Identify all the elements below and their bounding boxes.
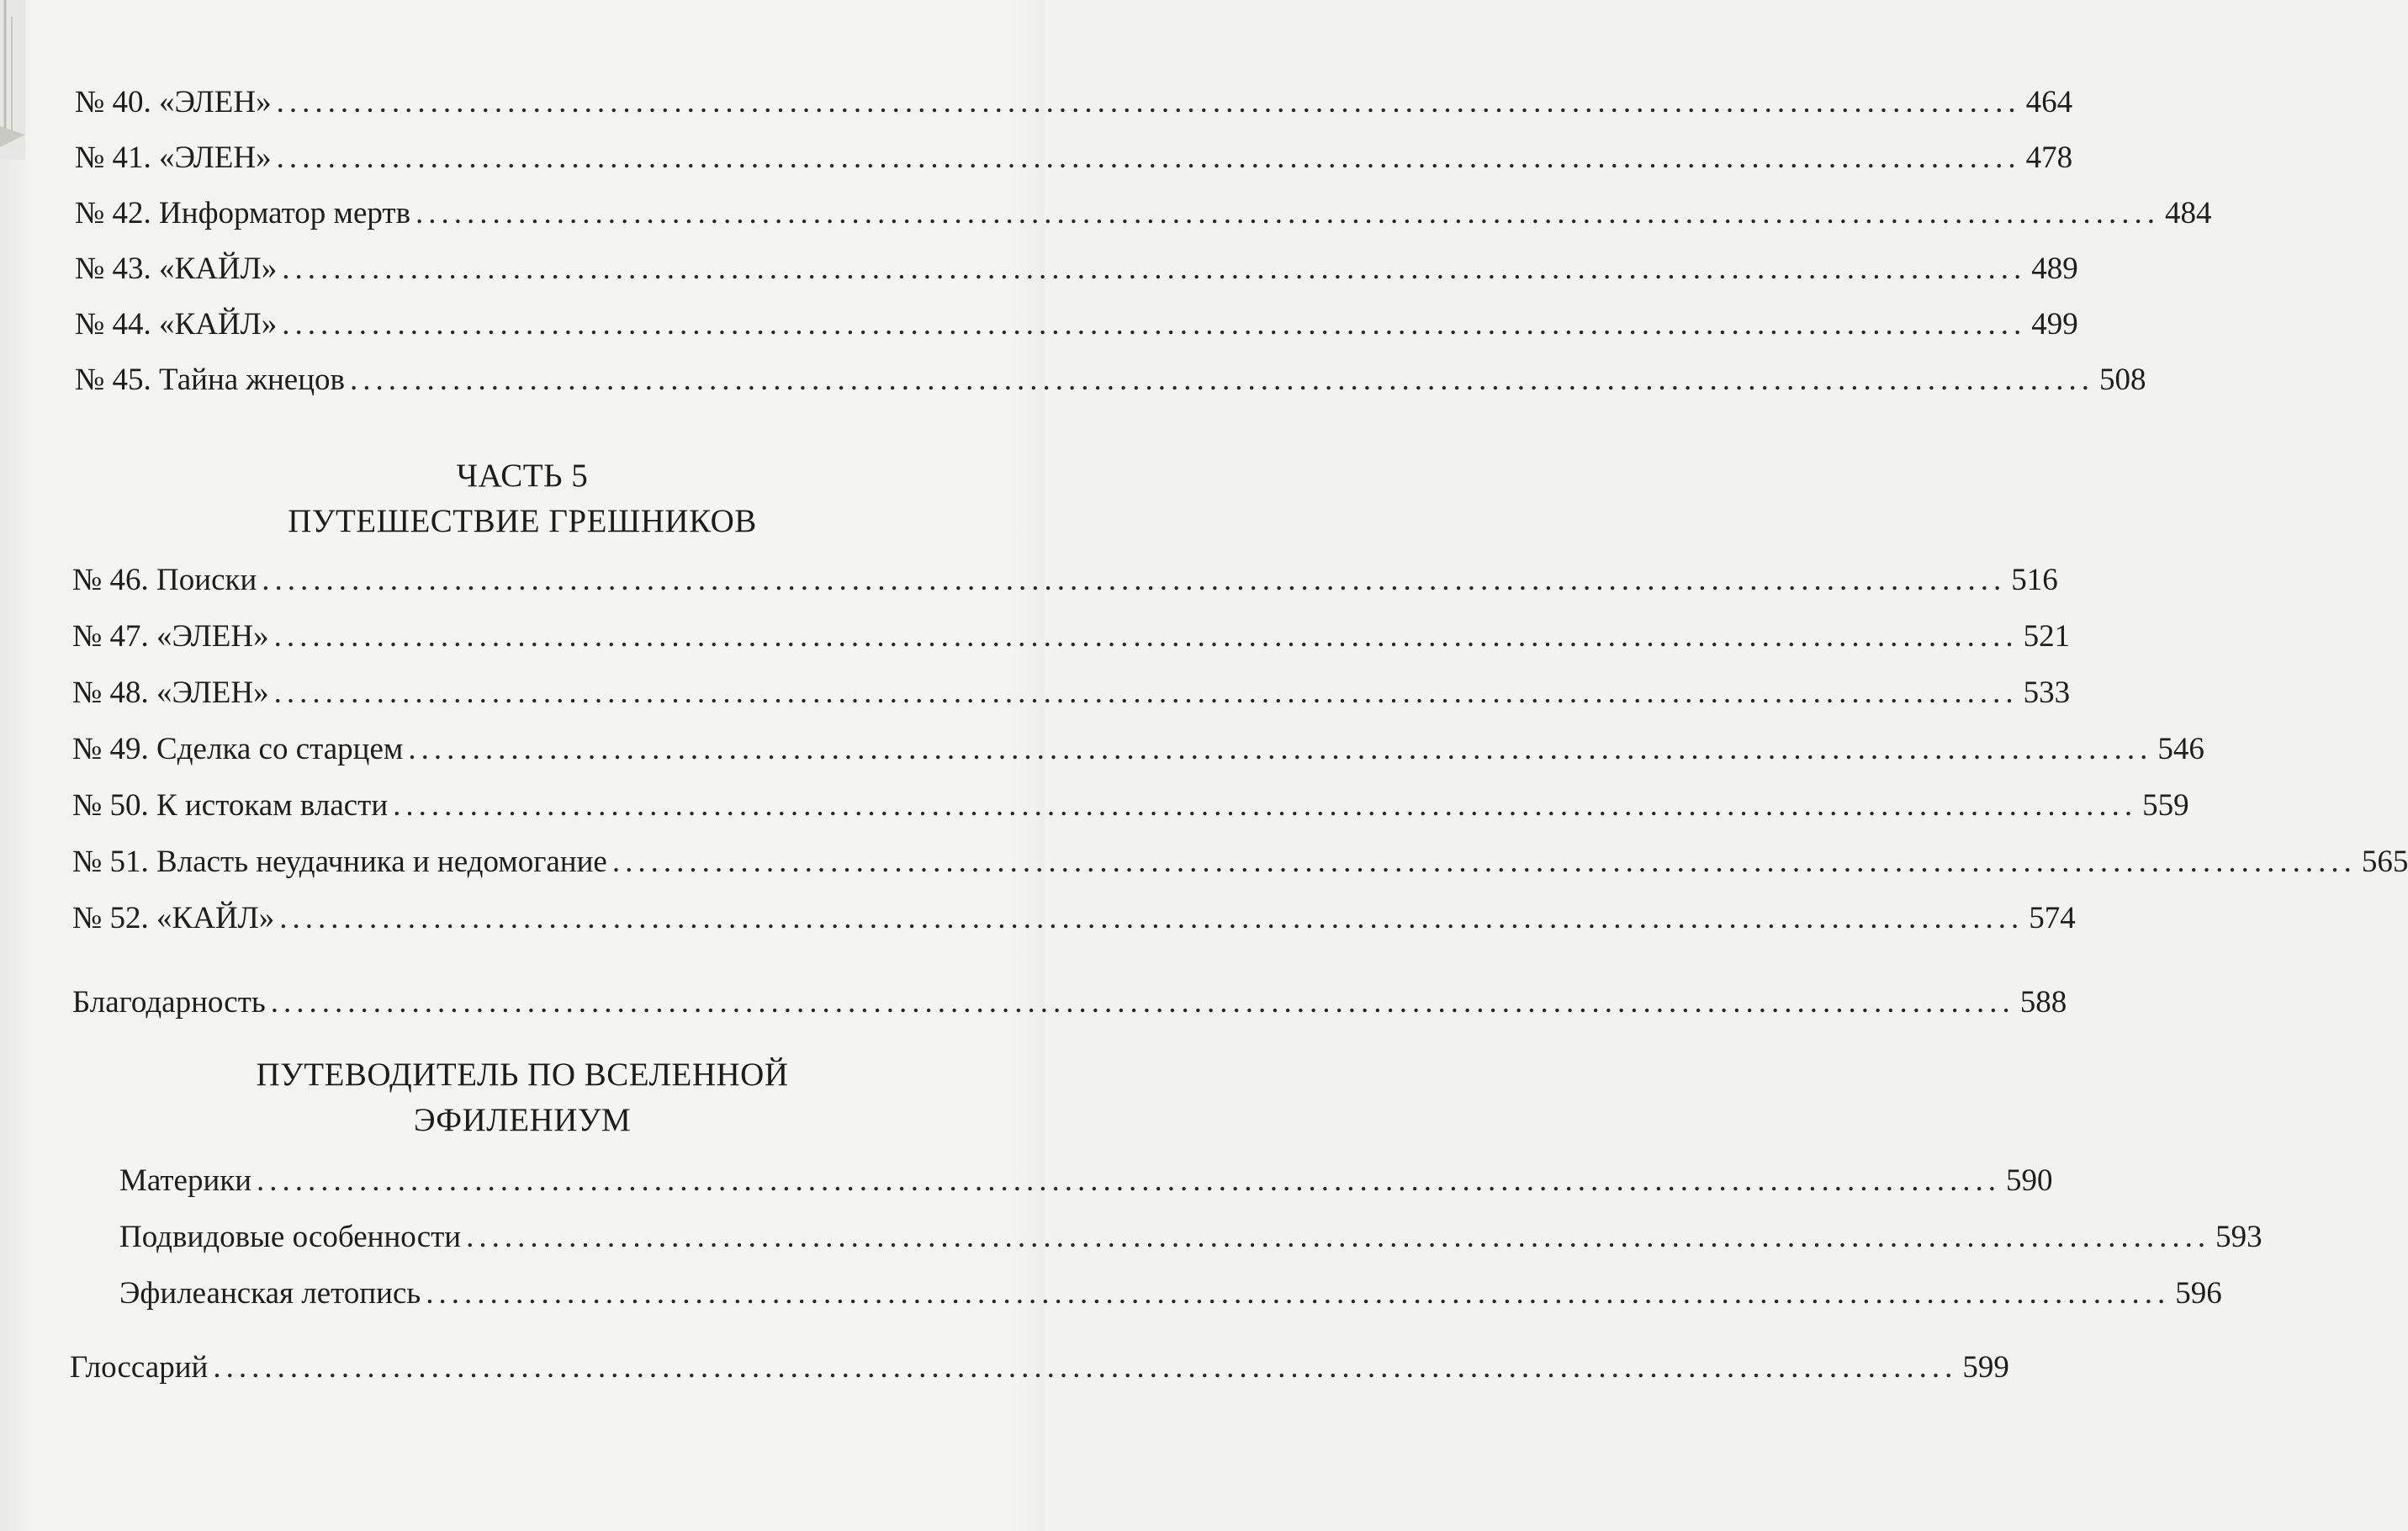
toc-leader-dots: ........................................................................................................................................ bbox=[415, 196, 2161, 230]
toc-subentry[interactable] bbox=[119, 1272, 2222, 1316]
toc-entry[interactable] bbox=[75, 136, 2073, 180]
toc-entry-title: № 48. «ЭЛЕН» bbox=[72, 675, 269, 710]
guide-heading-line1: ПУТЕВОДИТЕЛЬ ПО ВСЕЛЕННОЙ bbox=[256, 1057, 789, 1093]
toc-entry-title: Эфилеанская летопись bbox=[119, 1276, 421, 1311]
toc-entry[interactable] bbox=[72, 671, 2071, 715]
toc-entry[interactable] bbox=[75, 303, 2078, 347]
toc-entry-title: Материки bbox=[119, 1163, 252, 1198]
toc-leader-dots: ........................................................................................................................................ bbox=[257, 1163, 2002, 1198]
toc-entry[interactable] bbox=[75, 247, 2078, 291]
toc-entry-page: 478 bbox=[2025, 140, 2073, 175]
toc-entry-title: № 41. «ЭЛЕН» bbox=[75, 140, 272, 175]
toc-entry-page: 516 bbox=[2011, 563, 2058, 597]
toc-leader-dots: ........................................................................................................................................ bbox=[270, 985, 2015, 1020]
toc-entry-title: № 50. К истокам власти bbox=[72, 788, 389, 823]
toc-entry-page: 599 bbox=[1962, 1350, 2009, 1385]
toc-entry-page: 499 bbox=[2031, 307, 2078, 342]
toc-entry-title: № 45. Тайна жнецов bbox=[75, 363, 345, 397]
toc-entry-page: 588 bbox=[2019, 985, 2067, 1020]
toc-entry[interactable] bbox=[72, 559, 2058, 602]
page-corner-ornament bbox=[0, 0, 25, 160]
part5-heading-title: ПУТЕШЕСТВИЕ ГРЕШНИКОВ bbox=[288, 503, 757, 539]
toc-leader-dots: ........................................................................................................................................ bbox=[262, 563, 2007, 597]
toc-leader-dots: ........................................................................................................................................ bbox=[213, 1350, 1958, 1385]
toc-leader-dots: ........................................................................................................................................ bbox=[282, 307, 2027, 342]
toc-entry-glossary[interactable] bbox=[70, 1346, 2009, 1390]
toc-leader-dots: ........................................................................................................................................ bbox=[273, 619, 2019, 654]
toc-entry-title: № 49. Сделка со старцем bbox=[72, 732, 404, 766]
toc-leader-dots: ........................................................................................................................................ bbox=[276, 85, 2021, 119]
toc-entry-title: Благодарность bbox=[72, 985, 266, 1020]
toc-entry[interactable] bbox=[72, 784, 2189, 828]
toc-entry-title: № 46. Поиски bbox=[72, 563, 257, 597]
toc-leader-dots: ........................................................................................................................................ bbox=[279, 901, 2024, 935]
toc-entry[interactable] bbox=[72, 728, 2204, 771]
toc-entry-title: Глоссарий bbox=[70, 1350, 209, 1385]
toc-entry[interactable] bbox=[72, 615, 2071, 659]
toc-leader-dots: ........................................................................................................................................ bbox=[276, 140, 2021, 175]
toc-entry-title: № 52. «КАЙЛ» bbox=[72, 901, 275, 935]
toc-entry-title: № 51. Власть неудачника и недомогание bbox=[72, 845, 607, 879]
toc-leader-dots: ........................................................................................................................................ bbox=[408, 732, 2153, 766]
toc-leader-dots: ........................................................................................................................................ bbox=[273, 675, 2019, 710]
toc-entry-title: Подвидовые особенности bbox=[119, 1220, 462, 1254]
toc-entry-page: 546 bbox=[2157, 732, 2204, 766]
toc-entry[interactable] bbox=[72, 897, 2076, 940]
toc-entry-title: № 40. «ЭЛЕН» bbox=[75, 85, 272, 119]
toc-entry-page: 593 bbox=[2215, 1220, 2262, 1254]
toc-entry-page: 574 bbox=[2029, 901, 2076, 935]
toc-entry-title: № 42. Информатор мертв bbox=[75, 196, 411, 230]
toc-entry[interactable] bbox=[72, 840, 2408, 884]
toc-entry-page: 565 bbox=[2361, 845, 2408, 879]
toc-leader-dots: ........................................................................................................................................ bbox=[466, 1220, 2211, 1254]
toc-entry-page: 533 bbox=[2023, 675, 2071, 710]
toc-entry-page: 590 bbox=[2006, 1163, 2053, 1198]
toc-subentry[interactable] bbox=[119, 1216, 2262, 1259]
toc-subentry[interactable] bbox=[119, 1159, 2053, 1203]
toc-entry[interactable] bbox=[75, 81, 2073, 124]
guide-heading-line2: ЭФИЛЕНИУМ bbox=[413, 1102, 632, 1138]
toc-entry-page: 596 bbox=[2175, 1276, 2222, 1311]
toc-leader-dots: ........................................................................................................................................ bbox=[393, 788, 2138, 823]
toc-entry-page: 489 bbox=[2031, 252, 2078, 286]
toc-leader-dots: ........................................................................................................................................ bbox=[426, 1276, 2171, 1311]
toc-entry-title: № 44. «КАЙЛ» bbox=[75, 307, 278, 342]
toc-leader-dots: ........................................................................................................................................ bbox=[350, 363, 2094, 397]
toc-entry-page: 464 bbox=[2025, 85, 2073, 119]
toc-entry-title: № 47. «ЭЛЕН» bbox=[72, 619, 269, 654]
toc-entry-title: № 43. «КАЙЛ» bbox=[75, 252, 278, 286]
toc-entry[interactable] bbox=[75, 192, 2212, 236]
toc-leader-dots: ........................................................................................................................................ bbox=[611, 845, 2357, 879]
toc-entry[interactable] bbox=[75, 358, 2146, 402]
part5-heading-number: ЧАСТЬ 5 bbox=[456, 458, 589, 494]
toc-entry-page: 484 bbox=[2165, 196, 2212, 230]
toc-leader-dots: ........................................................................................................................................ bbox=[282, 252, 2027, 286]
toc-entry-acknowledgements[interactable] bbox=[72, 981, 2067, 1025]
toc-entry-page: 559 bbox=[2142, 788, 2189, 823]
toc-entry-page: 521 bbox=[2023, 619, 2071, 654]
toc-entry-page: 508 bbox=[2099, 363, 2146, 397]
